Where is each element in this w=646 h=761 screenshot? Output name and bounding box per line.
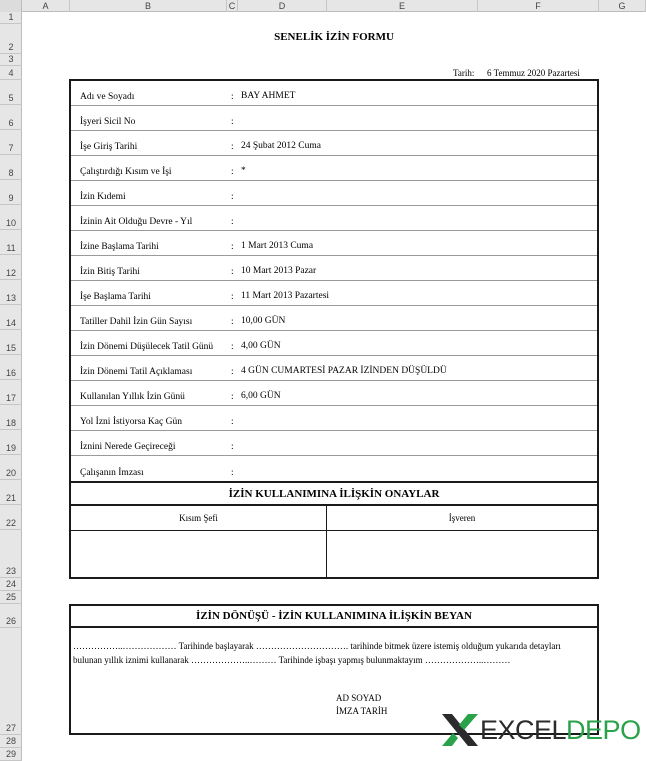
date-value[interactable]: 6 Temmuz 2020 Pazartesi <box>487 68 580 78</box>
row-header[interactable]: 22 <box>0 505 22 530</box>
column-header-e[interactable]: E <box>327 0 478 12</box>
field-colon: : <box>231 117 234 127</box>
row-header[interactable]: 11 <box>0 230 22 255</box>
field-row-travel-days[interactable] <box>71 406 597 431</box>
row-header[interactable]: 19 <box>0 430 22 455</box>
column-header-g[interactable]: G <box>599 0 646 12</box>
row-header[interactable]: 8 <box>0 155 22 180</box>
field-label: İzin Kıdemi <box>80 192 126 202</box>
row-header[interactable]: 27 <box>0 628 22 735</box>
field-row-total-days[interactable] <box>71 306 597 331</box>
row-header[interactable]: 20 <box>0 455 22 480</box>
field-colon: : <box>231 292 234 302</box>
row-header[interactable]: 7 <box>0 130 22 155</box>
row-header[interactable]: 15 <box>0 330 22 355</box>
field-label: İşyeri Sicil No <box>80 117 136 127</box>
field-row-start-date[interactable] <box>71 231 597 256</box>
row-header[interactable]: 6 <box>0 105 22 130</box>
logo-text-depo: DEPO <box>566 714 641 745</box>
leave-form-table <box>69 79 599 579</box>
field-colon: : <box>231 468 234 478</box>
column-header-b[interactable]: B <box>70 0 227 12</box>
declaration-line-2: bulunan yıllık iznimi kullanarak ………………..……… Tarihinde işbaşı yapmış bulunmaktayım ………………..……… <box>73 655 511 665</box>
logo-text-excel: EXCEL <box>480 714 567 745</box>
column-header-c[interactable]: C <box>227 0 238 12</box>
row-header[interactable]: 21 <box>0 480 22 505</box>
row-header[interactable]: 2 <box>0 24 22 54</box>
field-label: Adı ve Soyadı <box>80 92 135 102</box>
field-colon: : <box>231 167 234 177</box>
approvals-heading: İZİN KULLANIMINA İLİŞKİN ONAYLAR <box>71 481 597 506</box>
column-header-a[interactable]: A <box>22 0 70 12</box>
field-label: İznini Nerede Geçireceği <box>80 442 176 452</box>
row-header[interactable]: 18 <box>0 405 22 430</box>
field-value[interactable]: BAY AHMET <box>241 91 296 101</box>
field-colon: : <box>231 92 234 102</box>
field-label: Çalışanın İmzası <box>80 468 144 478</box>
row-header[interactable]: 14 <box>0 305 22 330</box>
field-row-seniority[interactable] <box>71 181 597 206</box>
field-row-hire-date[interactable] <box>71 131 597 156</box>
row-header[interactable]: 13 <box>0 280 22 305</box>
row-header[interactable]: 28 <box>0 735 22 748</box>
row-header[interactable]: 4 <box>0 66 22 80</box>
field-value[interactable]: 10,00 GÜN <box>241 316 286 326</box>
field-colon: : <box>231 317 234 327</box>
field-label: Çalıştırdığı Kısım ve İşi <box>80 167 172 177</box>
field-row-name[interactable] <box>71 81 597 106</box>
column-header-f[interactable]: F <box>478 0 599 12</box>
field-row-holiday-note[interactable] <box>71 356 597 381</box>
row-header[interactable]: 23 <box>0 530 22 578</box>
column-header-bar <box>0 0 646 12</box>
approval-divider <box>326 506 327 579</box>
field-row-holiday-days[interactable] <box>71 331 597 356</box>
row-header[interactable]: 10 <box>0 205 22 230</box>
row-header[interactable]: 5 <box>0 80 22 105</box>
field-row-period[interactable] <box>71 206 597 231</box>
field-row-used-days[interactable] <box>71 381 597 406</box>
row-header[interactable]: 12 <box>0 255 22 280</box>
field-value[interactable]: 11 Mart 2013 Pazartesi <box>241 291 330 301</box>
field-colon: : <box>231 417 234 427</box>
field-colon: : <box>231 367 234 377</box>
row-header[interactable]: 25 <box>0 591 22 604</box>
field-label: İşe Başlama Tarihi <box>80 292 151 302</box>
field-row-department[interactable] <box>71 156 597 181</box>
field-label: Tatiller Dahil İzin Gün Sayısı <box>80 317 193 327</box>
signature-name: AD SOYAD <box>336 693 382 703</box>
approval-header-section-chief: Kısım Şefi <box>71 506 326 531</box>
field-colon: : <box>231 142 234 152</box>
field-value[interactable]: * <box>241 166 246 176</box>
field-value[interactable]: 10 Mart 2013 Pazar <box>241 266 317 276</box>
field-colon: : <box>231 442 234 452</box>
declaration-line-1: ……………..……………… Tarihinde başlayarak …………………………. tarihinde bitmek üzere istemiş olduğum yukarıda detayları <box>73 641 561 651</box>
field-value[interactable]: 1 Mart 2013 Cuma <box>241 241 314 251</box>
field-label: İzinin Ait Olduğu Devre - Yıl <box>80 217 193 227</box>
row-header[interactable]: 29 <box>0 748 22 761</box>
field-row-signature[interactable] <box>71 456 597 481</box>
field-label: İzin Bitiş Tarihi <box>80 267 140 277</box>
field-colon: : <box>231 267 234 277</box>
x-logo-icon <box>440 712 480 748</box>
field-colon: : <box>231 192 234 202</box>
column-header-d[interactable]: D <box>238 0 327 12</box>
field-value[interactable]: 6,00 GÜN <box>241 391 281 401</box>
row-header[interactable]: 3 <box>0 54 22 66</box>
row-header[interactable]: 26 <box>0 604 22 628</box>
row-header-bar <box>0 12 22 761</box>
row-header[interactable]: 17 <box>0 380 22 405</box>
field-colon: : <box>231 217 234 227</box>
field-colon: : <box>231 342 234 352</box>
return-declaration-title: İZİN DÖNÜŞÜ - İZİN KULLANIMINA İLİŞKİN BEYAN <box>71 606 597 628</box>
field-label: İzin Dönemi Düşülecek Tatil Günü <box>80 342 214 352</box>
field-row-location[interactable] <box>71 431 597 456</box>
select-all-corner[interactable] <box>0 0 22 12</box>
row-header[interactable]: 9 <box>0 180 22 205</box>
field-colon: : <box>231 242 234 252</box>
row-header[interactable]: 24 <box>0 578 22 591</box>
field-colon: : <box>231 392 234 402</box>
field-value[interactable]: 24 Şubat 2012 Cuma <box>241 141 321 151</box>
date-label: Tarih: <box>453 68 475 78</box>
field-row-return-date[interactable] <box>71 281 597 306</box>
field-value[interactable]: 4,00 GÜN <box>241 341 281 351</box>
field-label: Yol İzni İstiyorsa Kaç Gün <box>80 417 182 427</box>
field-label: İzin Dönemi Tatil Açıklaması <box>80 367 193 377</box>
row-header[interactable]: 1 <box>0 12 22 24</box>
field-row-end-date[interactable] <box>71 256 597 281</box>
signature-date: İMZA TARİH <box>336 706 388 716</box>
form-title: SENELİK İZİN FORMU <box>274 31 394 43</box>
exceldepo-logo <box>440 712 641 748</box>
approval-header-employer: İşveren <box>327 506 597 531</box>
field-label: Kullanılan Yıllık İzin Günü <box>80 392 185 402</box>
field-row-sicil-no[interactable] <box>71 106 597 131</box>
row-header[interactable]: 16 <box>0 355 22 380</box>
field-label: İzine Başlama Tarihi <box>80 242 159 252</box>
field-label: İşe Giriş Tarihi <box>80 142 138 152</box>
field-value[interactable]: 4 GÜN CUMARTESİ PAZAR İZİNDEN DÜŞÜLDÜ <box>241 366 447 376</box>
